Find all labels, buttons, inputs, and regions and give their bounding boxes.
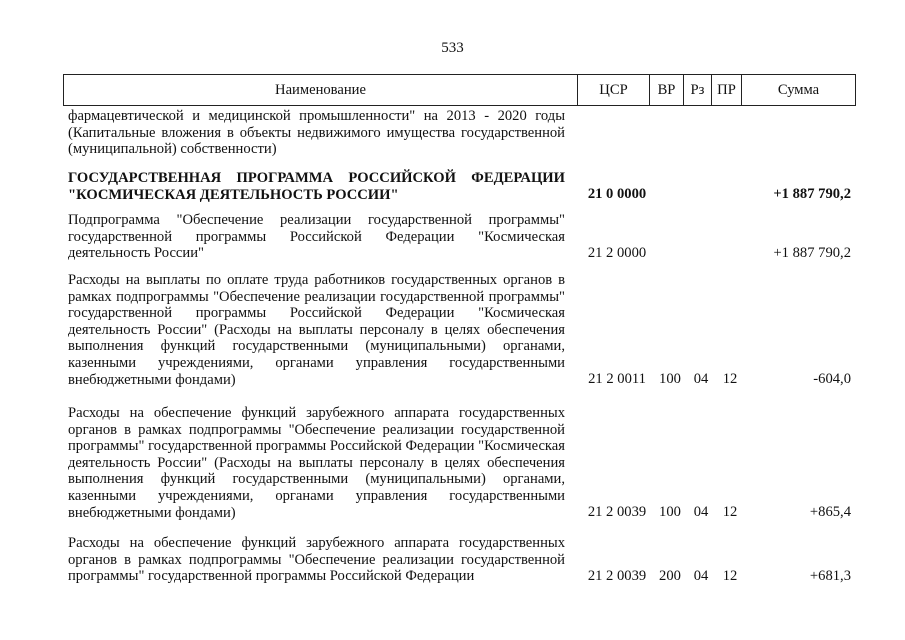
row-csr: 21 2 0039 (587, 567, 647, 584)
row-vr: 100 (659, 504, 681, 521)
header-vr: ВР (649, 75, 683, 105)
row-vr: 200 (659, 567, 681, 584)
row-name: Подпрограмма "Обеспечение реализации государственной программы" государственной программы Российской Федерации "Космическая деятельность России" (68, 212, 565, 262)
row-csr: 21 0 0000 (587, 186, 647, 203)
row-name: Расходы на обеспечение функций зарубежного аппарата государственных органов в рамках подпрограммы "Обеспечение реализации государственной программы" государственной программы Российской Федерации "Космическая деятельность России" (Расходы на выплаты персоналу в целях обеспечения выполнения функций государственными (муниципальными) органами, казенными учреждениями, органами управления государственными внебюджетными фондами) (68, 405, 565, 521)
row-csr: 21 2 0039 (587, 504, 647, 521)
row-rz: 04 (693, 567, 709, 584)
header-csr: ЦСР (577, 75, 649, 105)
table-row (68, 405, 853, 521)
row-rz: 04 (693, 371, 709, 388)
row-name: фармацевтической и медицинской промышленности" на 2013 - 2020 годы (Капитальные вложения в объекты недвижимого имущества государственной (муниципальной) собственности) (68, 108, 565, 158)
row-pr: 12 (722, 371, 738, 388)
table-row (68, 212, 853, 262)
row-sum: -604,0 (813, 371, 851, 388)
header-name: Наименование (275, 81, 366, 98)
table-row (68, 108, 853, 158)
row-name: Расходы на обеспечение функций зарубежного аппарата государственных органов в рамках подпрограммы "Обеспечение реализации государственной программы" государственной программы Российской Федерации (68, 535, 565, 585)
row-sum: +1 887 790,2 (773, 244, 851, 261)
header-pr: ПР (711, 75, 741, 105)
table-row (68, 535, 853, 585)
row-name: ГОСУДАРСТВЕННАЯ ПРОГРАММА РОССИЙСКОЙ ФЕДЕРАЦИИ "КОСМИЧЕСКАЯ ДЕЯТЕЛЬНОСТЬ РОССИИ" (68, 170, 565, 203)
row-pr: 12 (722, 504, 738, 521)
row-rz: 04 (693, 504, 709, 521)
table-row (68, 170, 853, 203)
header-rz: Рз (683, 75, 711, 105)
row-sum: +681,3 (809, 567, 851, 584)
table-header (63, 74, 856, 106)
page-number: 533 (441, 40, 464, 56)
row-sum: +865,4 (809, 504, 851, 521)
row-csr: 21 2 0011 (588, 371, 646, 388)
row-sum: +1 887 790,2 (773, 186, 851, 203)
table-row (68, 272, 853, 388)
header-sum: Сумма (741, 75, 855, 105)
row-pr: 12 (722, 567, 738, 584)
row-csr: 21 2 0000 (587, 244, 647, 261)
row-vr: 100 (659, 371, 681, 388)
row-name: Расходы на выплаты по оплате труда работников государственных органов в рамках подпрограммы "Обеспечение реализации государственной программы" государственной программы Российской Федерации "Космическая деятельность России" (Расходы на выплаты персоналу в целях обеспечения выполнения функций государственными (муниципальными) органами, казенными учреждениями, органами управления государственными внебюджетными фондами) (68, 272, 565, 388)
